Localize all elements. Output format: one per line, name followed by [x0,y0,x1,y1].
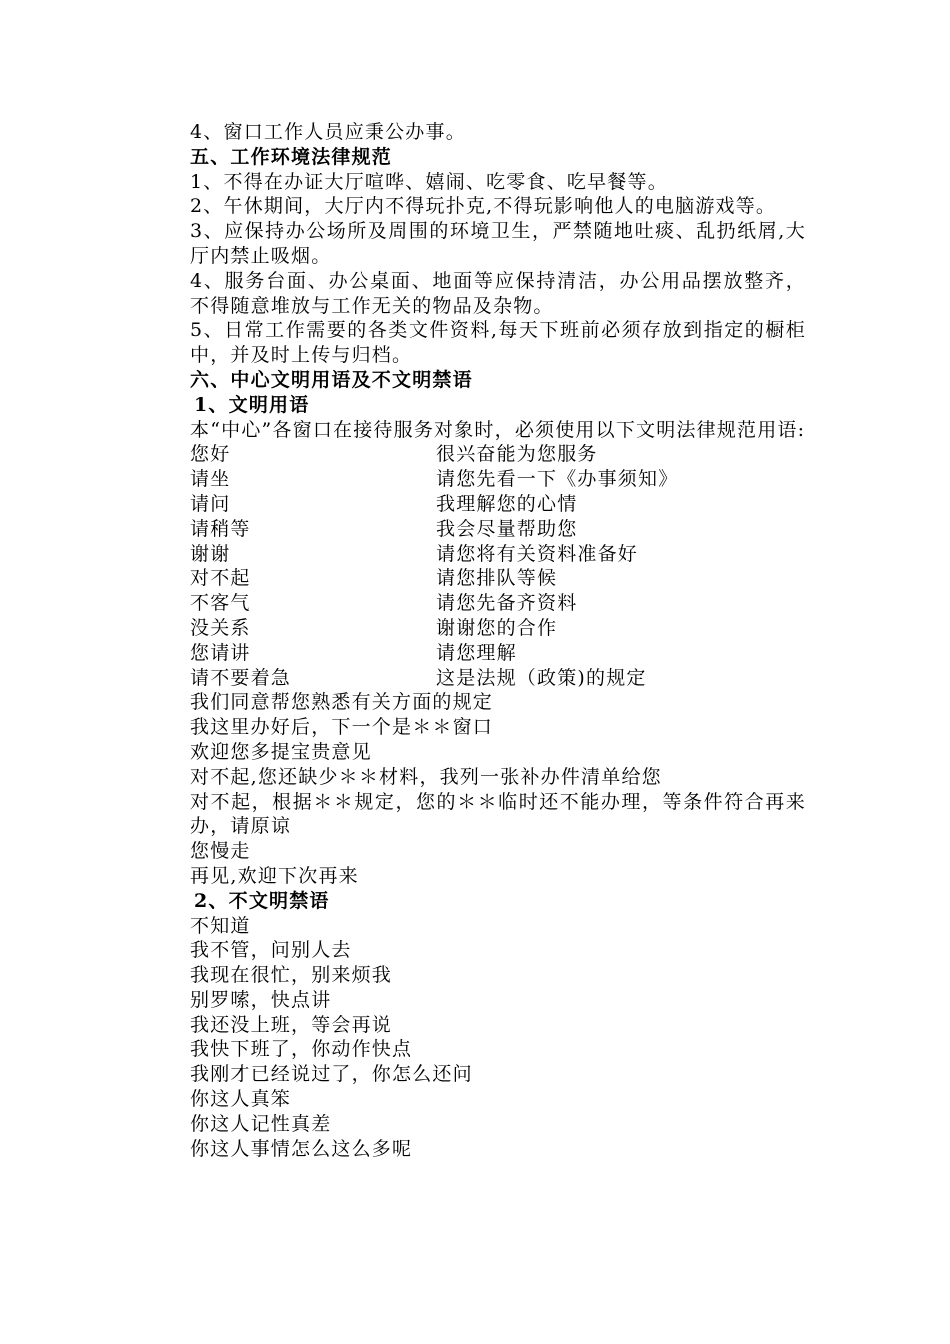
phrase-row [146,542,806,567]
forbidden-phrase: 我现在很忙，别来烦我 [190,964,393,987]
phrase-row [146,666,806,691]
section5-item-1: 1、不得在办证大厅喧哗、嬉闹、吃零食、吃早餐等。 [190,170,668,193]
phrase-right: 请您理解 [436,641,517,664]
phrase-left: 对不起 [190,567,251,590]
polite-phrases-intro: 本“中心”各窗口在接待服务对象时，必须使用以下文明法律规范用语: [190,418,806,441]
phrase-row [146,517,806,542]
forbidden-phrase: 你这人真笨 [190,1088,292,1111]
phrase-right: 请您先备齐资料 [436,592,578,615]
forbidden-phrase: 我快下班了，你动作快点 [190,1038,413,1061]
polite-sentence: 欢迎您多提宝贵意见 [190,740,372,763]
section4-item-4: 4、窗口工作人员应秉公办事。 [190,121,466,143]
phrase-left: 请问 [190,492,231,515]
document-page [146,120,806,1161]
section5-heading: 五、工作环境法律规范 [190,145,393,168]
phrase-left: 您好 [190,443,231,466]
polite-phrases-heading: 1、文明用语 [194,393,310,416]
phrase-row [146,641,806,666]
phrase-right: 很兴奋能为您服务 [436,443,598,466]
forbidden-phrase: 我刚才已经说过了，你怎么还问 [190,1063,473,1086]
forbidden-phrase: 不知道 [190,914,251,937]
phrase-left: 谢谢 [190,542,231,565]
section6-heading: 六、中心文明用语及不文明禁语 [190,368,473,391]
forbidden-phrase: 我不管，问别人去 [190,939,352,962]
forbidden-phrase: 你这人记性真差 [190,1112,332,1135]
section5-item-2: 2、午休期间，大厅内不得玩扑克,不得玩影响他人的电脑游戏等。 [190,195,777,218]
polite-sentence: 对不起，根据＊＊规定，您的＊＊临时还不能办理，等条件符合再来办，请原谅 [190,790,806,838]
phrase-row [146,616,806,641]
forbidden-phrase: 我还没上班，等会再说 [190,1013,393,1036]
polite-sentence: 我们同意帮您熟悉有关方面的规定 [190,691,494,714]
section5-item-3: 3、应保持办公场所及周围的环境卫生，严禁随地吐痰、乱扔纸屑,大厅内禁止吸烟。 [190,220,806,267]
phrase-right: 请您排队等候 [436,567,558,590]
phrase-right: 谢谢您的合作 [436,616,558,639]
polite-sentence: 您慢走 [190,840,251,863]
phrase-row [146,442,806,467]
polite-sentence: 我这里办好后，下一个是＊＊窗口 [190,716,494,739]
phrase-left: 没关系 [190,616,251,639]
forbidden-phrases-heading: 2、不文明禁语 [194,889,330,912]
section5-item-5: 5、日常工作需要的各类文件资料,每天下班前必须存放到指定的橱柜中，并及时上传与归档。 [190,319,806,367]
phrase-row [146,591,806,616]
polite-phrase-table [146,442,806,690]
polite-sentence: 再见,欢迎下次再来 [190,864,359,887]
phrase-left: 您请讲 [190,641,251,664]
forbidden-phrase: 别罗嗦，快点讲 [190,988,332,1011]
phrase-left: 请不要着急 [190,666,292,689]
forbidden-phrase: 你这人事情怎么这么多呢 [190,1137,413,1160]
phrase-row [146,492,806,517]
phrase-right: 请您将有关资料准备好 [436,542,639,565]
phrase-row [146,566,806,591]
phrase-left: 不客气 [190,592,251,615]
phrase-right: 这是法规（政策)的规定 [436,666,647,689]
phrase-right: 我会尽量帮助您 [436,517,578,540]
phrase-right: 我理解您的心情 [436,492,578,515]
phrase-left: 请坐 [190,468,231,491]
section5-item-4: 4、服务台面、办公桌面、地面等应保持清洁，办公用品摆放整齐，不得随意堆放与工作无关的物品及杂物。 [190,269,806,317]
phrase-left: 请稍等 [190,517,251,540]
phrase-right: 请您先看一下《办事须知》 [436,468,679,491]
phrase-row [146,467,806,492]
polite-sentence: 对不起,您还缺少＊＊材料，我列一张补办件清单给您 [190,765,662,788]
